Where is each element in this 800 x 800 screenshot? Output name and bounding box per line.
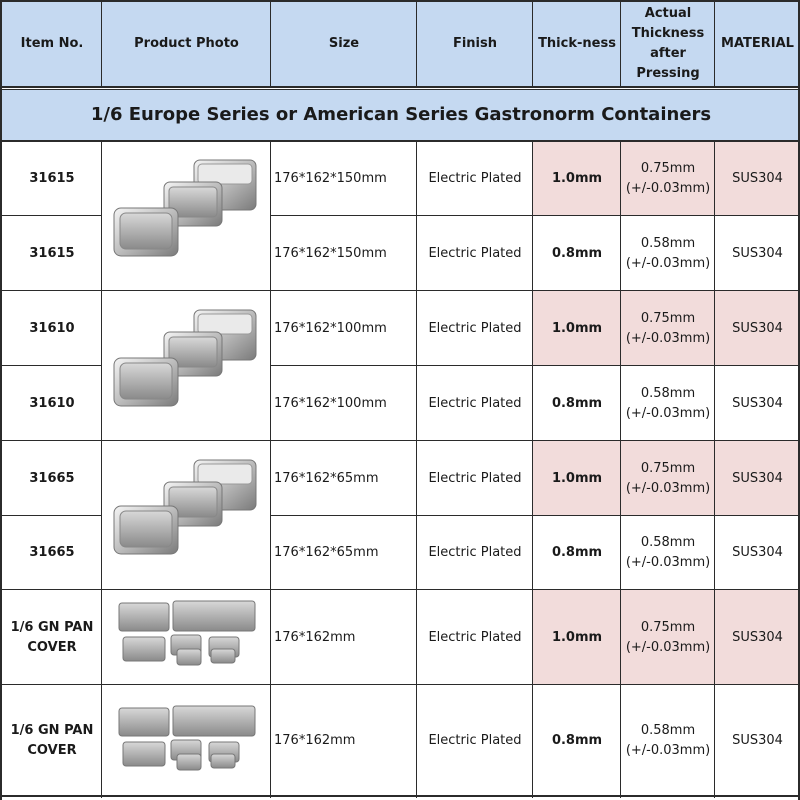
cell-size-text: 176*162*100mm [274,395,387,411]
cell-finish [417,291,533,366]
section-title [2,90,800,140]
cell-item [2,366,102,441]
header-size [271,2,417,86]
cell-size-text: 176*162*150mm [274,170,387,186]
cell-actual-text: 0.58mm (+/-0.03mm) [625,385,711,421]
grid-line [0,515,102,516]
cell-size-text: 176*162*65mm [274,545,379,560]
cell-size-text: 176*162mm [274,629,356,645]
cell-material-text: SUS304 [732,320,783,336]
section-title-text: 1/6 Europe Series or American Series Gastronorm Containers [90,104,712,125]
cell-material-text: SUS304 [732,545,783,560]
header-finish-label: Finish [452,36,498,51]
cell-finish-text: Electric Plated [428,245,522,261]
cell-size-text: 176*162*65mm [274,470,379,486]
grid-line [0,0,2,800]
grid-line [0,589,800,590]
grid-line [532,0,533,88]
cell-actual-text: 0.75mm (+/-0.03mm) [625,160,711,196]
cell-item [2,216,102,291]
cell-material [715,685,800,796]
grid-line [101,0,102,88]
header-actual-thickness-label: Actual Thickness after Pressing [631,6,705,81]
cell-material [715,516,800,590]
cell-finish [417,216,533,291]
cell-actual-text: 0.75mm (+/-0.03mm) [625,310,711,346]
cell-thickness [533,141,621,216]
cell-actual [621,291,715,366]
cell-finish-text: Electric Plated [428,320,522,336]
cell-actual [621,441,715,516]
header-finish [417,2,533,86]
cell-actual-text: 0.58mm (+/-0.03mm) [625,535,711,570]
cell-thickness-text: 0.8mm [551,732,603,748]
cell-material-text: SUS304 [732,395,783,411]
cell-material [715,141,800,216]
cell-material [715,291,800,366]
cell-item-text: 31665 [29,470,75,486]
stacked-pans-photo [106,300,268,432]
cell-size [271,366,417,441]
header-material [715,2,800,86]
grid-line [0,215,102,216]
grid-line [0,795,800,797]
cell-size [271,590,417,685]
cell-size [271,685,417,796]
cell-item-text: 31610 [29,395,75,411]
cell-thickness-text: 1.0mm [551,170,603,186]
cell-finish [417,366,533,441]
cell-thickness-text: 0.8mm [551,245,603,261]
cell-actual-text: 0.58mm (+/-0.03mm) [625,722,711,758]
grid-line [620,0,621,88]
cell-thickness-text: 1.0mm [551,629,603,645]
grid-line [714,141,715,798]
cell-thickness [533,216,621,291]
cell-actual-text: 0.75mm (+/-0.03mm) [625,619,711,655]
cell-actual [621,685,715,796]
cell-thickness-text: 0.8mm [551,395,603,411]
cell-material-text: SUS304 [732,170,783,186]
cell-item [2,441,102,516]
cell-item-text: 1/6 GN PAN COVER [10,722,94,758]
grid-line [270,0,271,88]
cell-item [2,141,102,216]
grid-line [271,365,800,366]
cell-thickness [533,685,621,796]
cell-actual-text: 0.58mm (+/-0.03mm) [625,235,711,271]
cell-material [715,216,800,291]
header-actual-thickness [621,2,715,86]
grid-line [0,684,800,685]
cell-actual [621,366,715,441]
cell-item-text: 31615 [29,170,75,186]
cell-size-text: 176*162*100mm [274,320,387,336]
cell-item-text: 31610 [29,320,75,336]
header-size-label: Size [328,36,360,51]
grid-line [0,290,800,291]
stacked-pans-photo [106,150,268,282]
grid-line [0,86,800,88]
grid-line [620,141,621,798]
cell-size [271,291,417,366]
header-item-no-label: Item No. [20,36,84,51]
cell-item [2,291,102,366]
cell-finish [417,141,533,216]
cell-material-text: SUS304 [732,629,783,645]
cell-size-text: 176*162*150mm [274,245,387,261]
grid-line [416,141,417,798]
cell-thickness-text: 0.8mm [551,545,603,560]
header-item-no [2,2,102,86]
header-product-photo-label: Product Photo [134,36,239,51]
cell-finish-text: Electric Plated [428,470,522,486]
cell-item-text: 31665 [29,545,75,560]
cell-finish [417,590,533,685]
header-thickness-label: Thick-ness [538,36,616,51]
cell-item [2,685,102,796]
grid-line [271,515,800,516]
cell-finish-text: Electric Plated [428,170,522,186]
cell-material [715,441,800,516]
cell-size-text: 176*162mm [274,732,356,748]
cell-thickness [533,366,621,441]
cell-item-text: 1/6 GN PAN COVER [10,619,94,655]
header-product-photo [102,2,271,86]
grid-line [271,215,800,216]
cell-finish [417,685,533,796]
stacked-pans-photo [106,452,268,584]
grid-line [0,89,800,90]
cell-finish [417,516,533,590]
cell-material-text: SUS304 [732,732,783,748]
grid-line [714,0,715,88]
cell-size [271,516,417,590]
grid-line [101,141,102,798]
grid-line [532,141,533,798]
cell-item-text: 31615 [29,245,75,261]
cell-actual [621,516,715,590]
cell-thickness [533,441,621,516]
cell-thickness-text: 1.0mm [551,470,603,486]
cell-actual [621,216,715,291]
cell-actual [621,141,715,216]
grid-line [416,0,417,88]
grid-line [0,0,800,2]
grid-line [0,440,800,441]
header-thickness [533,2,621,86]
grid-line [270,141,271,798]
grid-line [0,365,102,366]
grid-line [0,140,800,142]
cell-size [271,216,417,291]
cell-actual [621,590,715,685]
cell-thickness [533,291,621,366]
cell-item [2,516,102,590]
cell-material-text: SUS304 [732,470,783,486]
cell-item [2,590,102,685]
cell-thickness-text: 1.0mm [551,320,603,336]
cell-thickness [533,590,621,685]
cell-material-text: SUS304 [732,245,783,261]
cell-thickness [533,516,621,590]
pan-covers-photo [115,702,260,774]
cell-size [271,441,417,516]
header-material-label: MATERIAL [721,36,794,51]
cell-finish-text: Electric Plated [428,545,522,560]
cell-finish-text: Electric Plated [428,629,522,645]
cell-finish-text: Electric Plated [428,732,522,748]
cell-actual-text: 0.75mm (+/-0.03mm) [625,460,711,496]
cell-material [715,590,800,685]
cell-material [715,366,800,441]
cell-size [271,141,417,216]
cell-finish [417,441,533,516]
pan-covers-photo [115,597,260,667]
cell-finish-text: Electric Plated [428,395,522,411]
